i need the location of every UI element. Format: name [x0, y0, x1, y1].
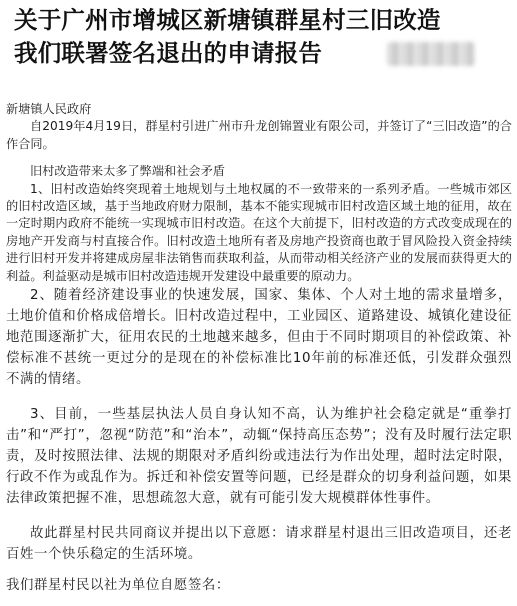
- title-line-2: 我们联署签名退出的申请报告: [14, 39, 323, 67]
- point-3-paragraph: 3、目前，一些基层执法人员自身认知不高，认为维护社会稳定就是“重拳打击”和“严打”，忽视“防范”和“治本”，动辄“保持高压态势”；没有及时履行法定职责，及时按照法律、法规的期限对矛盾纠纷或违法行为作出处理，超时法定时限，行政不作为或乱作为。拆迁和补偿安置等问题，已经是群众的切身利益问题，如果法律政策把握不准，思想疏忽大意，就有可能引发大规模群体性事件。: [6, 407, 512, 507]
- addressee: 新塘镇人民政府: [6, 102, 92, 116]
- request-paragraph: 故此群星村民共同商议并提出以下意愿：请求群星村退出三旧改造项目，还老百姓一个快乐稳定的生活环境。: [6, 526, 512, 563]
- title-line-1: 关于广州市增城区新塘镇群星村三旧改造: [14, 6, 441, 34]
- letter-body: [6, 101, 512, 596]
- point-2-paragraph: 2、随着经济建设事业的快速发展，国家、集体、个人对土地的需求量增多，土地价值和价格成倍增长。旧村改造过程中，工业园区、道路建设、城镇化建设征地范围逐渐扩大，征用农民的土地越来越多，但由于不同时期项目的补偿政策、补偿标准不甚统一更过分的是现在的补偿标准比10年前的标准还低，引发群众强烈不满的情绪。: [6, 288, 512, 388]
- point-1-paragraph: 1、旧村改造始终突现着土地规划与土地权属的不一致带来的一系列矛盾。一些城市郊区的旧村改造区域，基于当地政府财力限制，基本不能实现城市旧村改造区域土地的征用，故在一定时期内政府不能统一实现城市旧村改造。在这个大前提下，旧村改造的方式改变成现在的房地产开发商与村直接合作。旧村改造土地所有者及房地产投资商也敢于冒风险投入资金持续进行旧村开发并将建成房屋非法销售而获取利益，从而带动相关经济产业的发展而获得更大的利益。利益驱动是城市旧村改造违规开发建设中最重要的原动力。: [6, 181, 512, 283]
- intro-paragraph: 自2019年4月19日，群星村引进广州市升龙创锦置业有限公司，并签订了“三旧改造”的合作合同。: [6, 119, 512, 151]
- redacted-blur: [387, 42, 475, 66]
- section-heading: 旧村改造带来太多了弊端和社会矛盾: [30, 164, 225, 179]
- signature-intro: 我们群星村民以社为单位自愿签名：: [6, 578, 230, 594]
